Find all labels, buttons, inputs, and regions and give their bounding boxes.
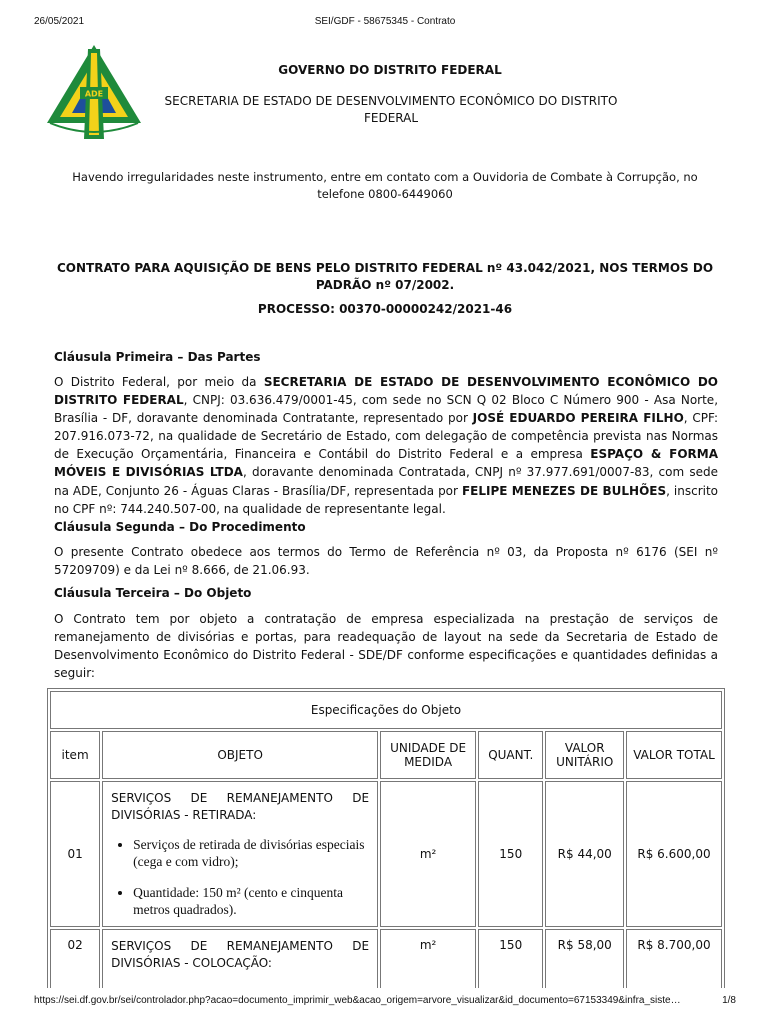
row-unidade: m²: [380, 781, 476, 927]
col-header-item: item: [50, 731, 100, 779]
list-item: • Serviços de retirada de divisórias especiais (cega e com vidro);: [133, 836, 369, 870]
table-caption: Especificações do Objeto: [50, 691, 722, 729]
processo-number: PROCESSO: 00370-00000242/2021-46: [257, 302, 513, 316]
row-quant: 150: [478, 781, 543, 927]
contract-title: CONTRATO PARA AQUISIÇÃO DE BENS PELO DISTRITO FEDERAL nº 43.042/2021, NOS TERMOS DO PADRÃO nº 07/2002.: [56, 261, 714, 292]
row-valor-total: R$ 6.600,00: [626, 781, 722, 927]
footer-mask: [0, 988, 770, 1024]
list-item: • Quantidade: 150 m² (cento e cinquenta metros quadrados).: [133, 884, 369, 918]
object-spec-table: [47, 688, 725, 1010]
print-url: https://sei.df.gov.br/sei/controlador.php?acao=documento_imprimir_web&acao_origem=arvore_visualizar&id_documento=67153349&infra_siste…: [34, 995, 681, 1006]
row-valor-total: R$ 8.700,00: [626, 929, 722, 1007]
print-title: SEI/GDF - 58675345 - Contrato: [314, 16, 456, 27]
clausula-primeira-text: O Distrito Federal, por meio da SECRETARIA DE ESTADO DE DESENVOLVIMENTO ECONÔMICO DO DISTRITO FEDERAL, CNPJ: 03.636.479/0001-45, com sede no SCN Q 02 Bloco C Número 900 - Asa Norte, Brasília - DF, doravante denominada Contratante, representado por JOSÉ EDUARDO PEREIRA FILHO, CPF: 207.916.073-72, na qualidade de Secretário de Estado, com delegação de competência prevista nas Normas de Execução Orçamentária, Financeira e Contábil do Distrito Federal e a empresa ESPAÇO & FORMA MÓVEIS E DIVISÓRIAS LTDA, doravante denominada Contratada, CNPJ nº 37.977.691/0007-83, com sede na ADE, Conjunto 26 - Águas Claras - Brasília/DF, representada por FELIPE MENEZES DE BULHÕES, inscrito no CPF nº: 744.240.507-00, na qualidade de representante legal.: [54, 375, 719, 516]
clausula-segunda-heading: Cláusula Segunda – Do Procedimento: [54, 520, 306, 534]
row-item: 02: [50, 929, 100, 1007]
row-objeto-list: [111, 836, 369, 918]
ade-logo: [44, 43, 144, 143]
logo-text: ADE: [84, 89, 104, 99]
col-header-valor-total: VALOR TOTAL: [626, 731, 722, 779]
row-valor-unitario: R$ 44,00: [545, 781, 624, 927]
ouvidoria-notice: Havendo irregularidades neste instrumento, entre em contato com a Ouvidoria de Combate à Corrupção, no telefone 0800-6449060: [72, 170, 698, 201]
row-valor-unitario: R$ 58,00: [545, 929, 624, 1007]
col-header-quant: QUANT.: [478, 731, 543, 779]
row-unidade: m²: [380, 929, 476, 1007]
col-header-valor-unitario: VALOR UNITÁRIO: [545, 731, 624, 779]
row-objeto-title: SERVIÇOS DE REMANEJAMENTO DE DIVISÓRIAS - RETIRADA:: [111, 791, 370, 822]
row-objeto-title: SERVIÇOS DE REMANEJAMENTO DE DIVISÓRIAS - COLOCAÇÃO:: [111, 939, 370, 970]
clausula-terceira-heading: Cláusula Terceira – Do Objeto: [54, 586, 252, 600]
row-quant: 150: [478, 929, 543, 1007]
row-objeto: [102, 781, 378, 927]
clausula-segunda-text: O presente Contrato obedece aos termos do Termo de Referência nº 03, da Proposta nº 6176 (SEI nº 57209709) e da Lei nº 8.666, de 21.06.93.: [54, 545, 718, 578]
gov-title: GOVERNO DO DISTRITO FEDERAL: [278, 63, 502, 77]
row-item: 01: [50, 781, 100, 927]
col-header-unidade: UNIDADE DE MEDIDA: [380, 731, 476, 779]
print-page-number: 1/8: [722, 995, 736, 1006]
print-date: 26/05/2021: [34, 16, 85, 27]
table-row: [50, 781, 722, 927]
clausula-terceira-text: O Contrato tem por objeto a contratação de empresa especializada na prestação de serviços de remanejamento de divisórias e portas, para readequação de layout na sede da Secretaria de Estado de Desenvolvimento Econômico do Distrito Federal - SDE/DF conforme especificações e quantidades definidas a seguir:: [54, 612, 718, 681]
secretaria-title: SECRETARIA DE ESTADO DE DESENVOLVIMENTO ECONÔMICO DO DISTRITO FEDERAL: [164, 94, 618, 125]
col-header-objeto: OBJETO: [102, 731, 378, 779]
clausula-primeira-heading: Cláusula Primeira – Das Partes: [54, 350, 261, 364]
